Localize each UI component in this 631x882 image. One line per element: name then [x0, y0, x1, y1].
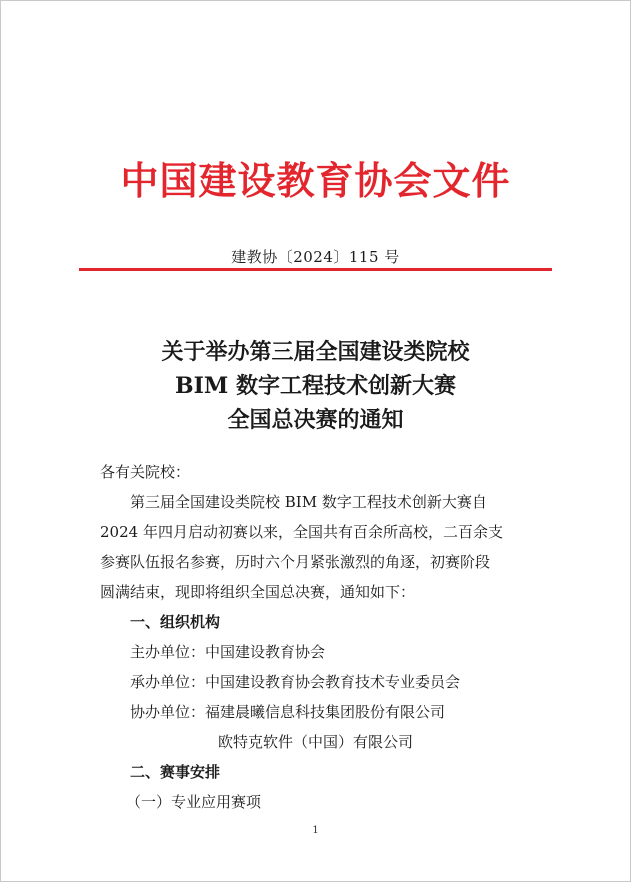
red-divider: [79, 268, 552, 271]
document-masthead: 中国建设教育协会文件: [120, 158, 511, 203]
title-line-1: 关于举办第三届全国建设类院校: [161, 339, 470, 365]
page-number: 1: [312, 825, 319, 836]
notice-body: [100, 457, 540, 817]
co-organizer-unit-2: 欧特克软件（中国）有限公司: [218, 733, 414, 751]
host-unit: 主办单位：中国建设教育协会: [130, 643, 326, 661]
intro-line-3: 参赛队伍报名参赛，历时六个月紧张激烈的角逐，初赛阶段: [100, 553, 491, 571]
document-number: 建教协〔2024〕115 号: [231, 248, 400, 266]
notice-title: [0, 335, 631, 437]
title-line-2: BIM 数字工程技术创新大赛: [175, 373, 456, 399]
section-heading-schedule: 二、赛事安排: [130, 763, 221, 781]
subsection-professional-application: （一）专业应用赛项: [126, 793, 262, 811]
intro-line-4: 圆满结束，现即将组织全国总决赛，通知如下：: [100, 583, 416, 601]
salutation: 各有关院校：: [100, 463, 191, 481]
intro-line-2: 2024 年四月启动初赛以来，全国共有百余所高校，二百余支: [100, 523, 503, 541]
organizer-unit: 承办单位：中国建设教育协会教育技术专业委员会: [130, 673, 461, 691]
title-line-3: 全国总决赛的通知: [227, 407, 404, 433]
intro-line-1: 第三届全国建设类院校 BIM 数字工程技术创新大赛自: [130, 493, 487, 511]
co-organizer-unit: 协办单位：福建晨曦信息科技集团股份有限公司: [130, 703, 446, 721]
section-heading-organization: 一、组织机构: [130, 613, 221, 631]
